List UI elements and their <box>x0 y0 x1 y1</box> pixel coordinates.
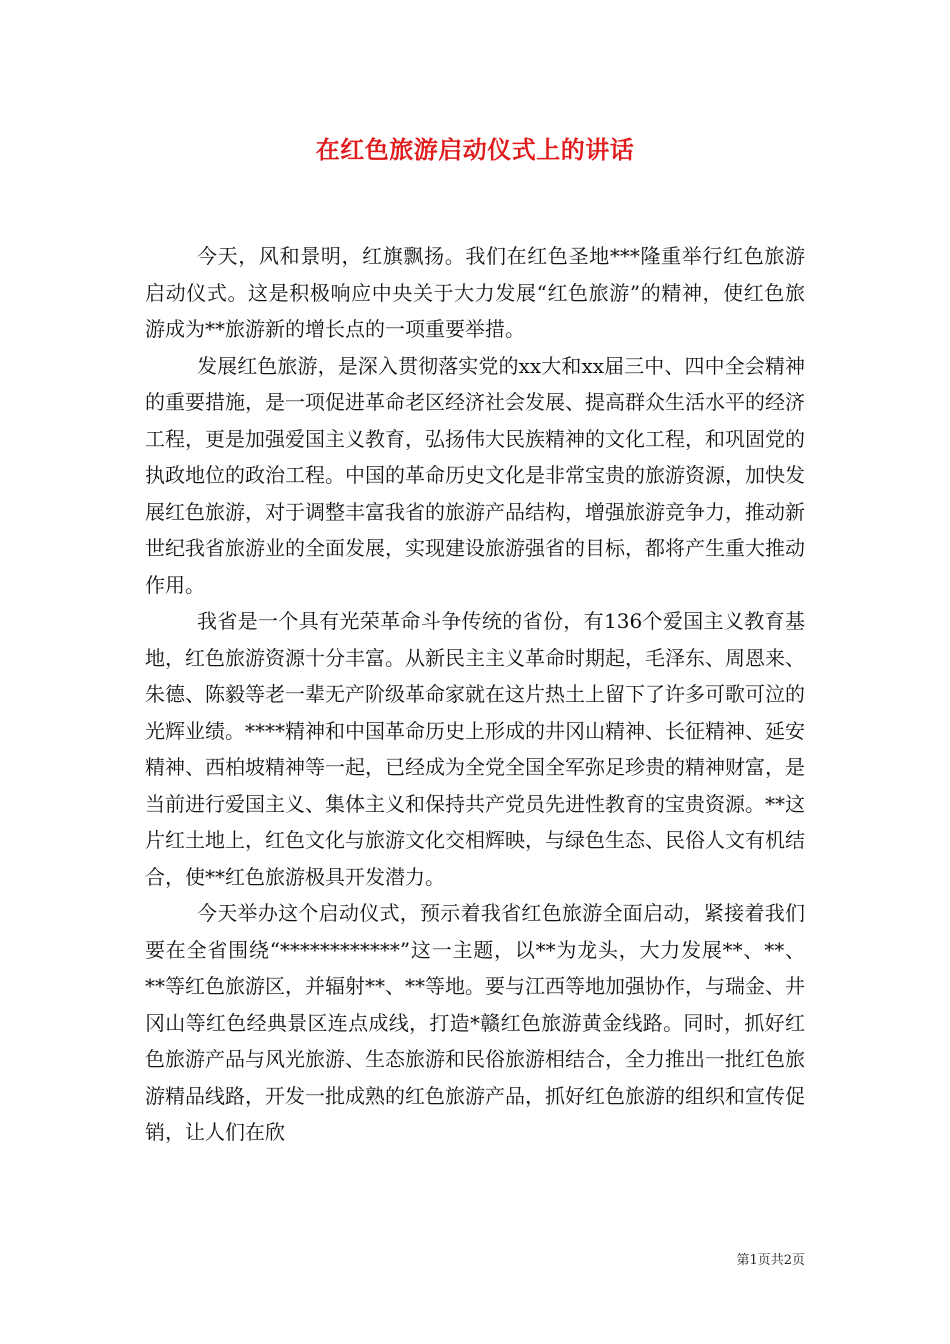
paragraph: 今天，风和景明，红旗飘扬。我们在红色圣地***隆重举行红色旅游启动仪式。这是积极响应中央关于大力发展“红色旅游”的精神，使红色旅游成为**旅游新的增长点的一项重要举措。 <box>145 244 805 341</box>
document-body <box>145 238 805 1151</box>
paragraph: 发展红色旅游，是深入贯彻落实党的xx大和xx届三中、四中全会精神的重要措施，是一项促进革命老区经济社会发展、提高群众生活水平的经济工程，更是加强爱国主义教育，弘扬伟大民族精神的文化工程，和巩固党的执政地位的政治工程。中国的革命历史文化是非常宝贵的旅游资源，加快发展红色旅游，对于调整丰富我省的旅游产品结构，增强旅游竞争力，推动新世纪我省旅游业的全面发展，实现建设旅游强省的目标，都将产生重大推动作用。 <box>145 353 805 597</box>
paragraph: 今天举办这个启动仪式，预示着我省红色旅游全面启动，紧接着我们要在全省围绕“************”这一主题，以**为龙头，大力发展**、**、**等红色旅游区，并辐射**、**等地。要与江西等地加强协作，与瑞金、井冈山等红色经典景区连点成线，打造*赣红色旅游黄金线路。同时，抓好红色旅游产品与风光旅游、生态旅游和民俗旅游相结合，全力推出一批红色旅游精品线路，开发一批成熟的红色旅游产品，抓好红色旅游的组织和宣传促销，让人们在欣 <box>145 901 805 1144</box>
page-number: 第1页共2页 <box>736 1253 805 1268</box>
paragraph: 我省是一个具有光荣革命斗争传统的省份，有136个爱国主义教育基地，红色旅游资源十分丰富。从新民主主义革命时期起，毛泽东、周恩来、朱德、陈毅等老一辈无产阶级革命家就在这片热土上留下了许多可歌可泣的光辉业绩。****精神和中国革命历史上形成的井冈山精神、长征精神、延安精神、西柏坡精神等一起，已经成为全党全国全军弥足珍贵的精神财富，是当前进行爱国主义、集体主义和保持共产党员先进性教育的宝贵资源。**这片红土地上，红色文化与旅游文化交相辉映，与绿色生态、民俗人文有机结合，使**红色旅游极具开发潜力。 <box>145 609 805 889</box>
document-title: 在红色旅游启动仪式上的讲话 <box>315 135 635 164</box>
